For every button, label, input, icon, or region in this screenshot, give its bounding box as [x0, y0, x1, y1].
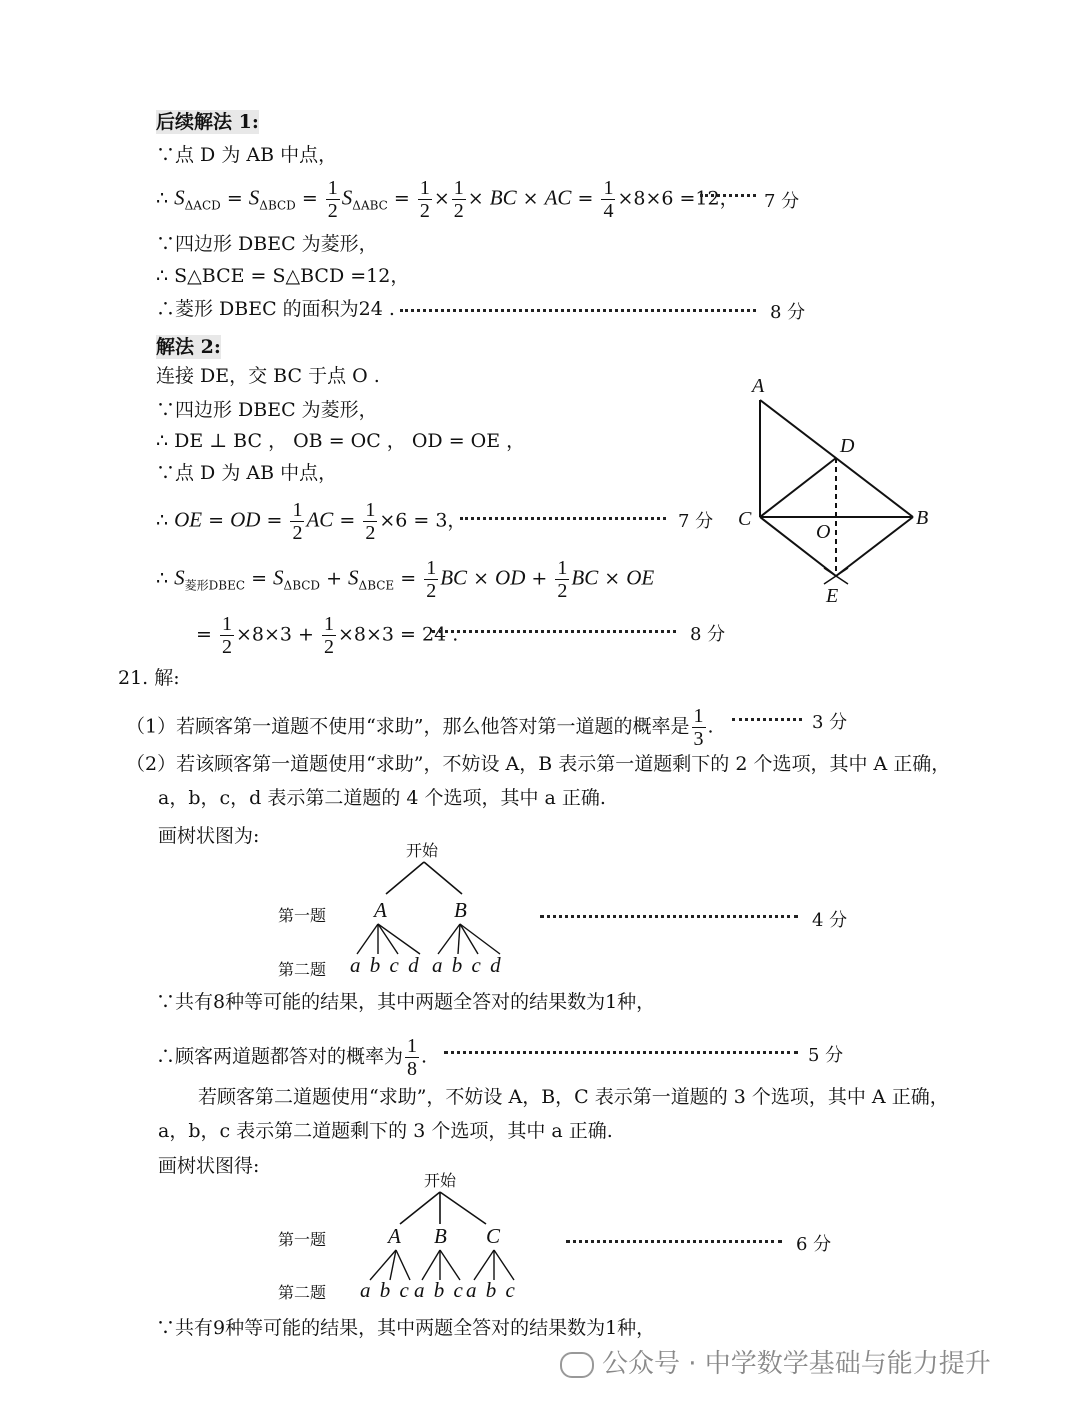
tree2-node-a: A	[388, 1224, 401, 1248]
segment-be	[836, 517, 913, 576]
score-8: 8 分	[770, 302, 806, 323]
tree1-level1-label: 第一题	[278, 906, 327, 925]
section1-area-tail: ×8×6 =12，	[617, 187, 739, 210]
tree1-caption: 画树状图为:	[158, 825, 260, 847]
tree2-node-c: C	[486, 1224, 501, 1248]
geometry-figure	[730, 370, 950, 610]
section2-line4: ∵点 D 为 AB 中点，	[156, 462, 338, 484]
section1-line4: ∴ S△BCE = S△BCD =12，	[156, 265, 410, 287]
tree2-caption: 画树状图得:	[158, 1155, 260, 1177]
dotted-leader	[700, 194, 756, 197]
dotted-leader	[400, 309, 756, 312]
tree1-node-b: B	[454, 898, 467, 922]
tree2-level1-label: 第一题	[278, 1230, 327, 1249]
label-a: A	[752, 375, 765, 397]
dotted-leader	[460, 517, 666, 520]
dotted-leader	[732, 718, 802, 721]
tree1-root: 开始	[406, 841, 439, 860]
score-3: 3 分	[812, 712, 848, 733]
tree1-node-a: A	[374, 898, 387, 922]
section2-heading: 解法 2:	[156, 336, 221, 358]
dotted-leader	[444, 1051, 798, 1054]
score-4: 4 分	[812, 910, 848, 931]
label-e: E	[826, 585, 839, 607]
watermark-text: 公众号 · 中学数学基础与能力提升	[602, 1349, 991, 1379]
segment-cd	[760, 458, 836, 517]
section1-line5: ∴菱形 DBEC 的面积为24 .	[156, 298, 395, 320]
section2-line2: ∵四边形 DBEC 为菱形，	[156, 399, 378, 421]
wechat-icon	[560, 1352, 594, 1378]
score-7: 7 分	[764, 191, 800, 212]
section2-oe-equation: ∴ OE = OD = $\frac{1}{2}$ AC = $\frac{1}{2}$ ×6 = 3，	[156, 499, 467, 544]
section1-heading: 后续解法 1:	[156, 111, 259, 133]
section2-area-result: = $\frac{1}{2}$ ×8×3 + $\frac{1}{2}$ ×8×3 = 24 .	[196, 613, 459, 658]
label-d: D	[840, 435, 855, 457]
tree2-leaves-b: a b c	[414, 1278, 465, 1302]
label-o: O	[816, 521, 831, 543]
q21-part2-line1: （2）若该顾客第一道题使用“求助”，不妨设 A，B 表示第一道题剩下的 2 个选项，其中 A 正确，	[126, 753, 951, 775]
label-c: C	[738, 508, 752, 530]
tree2-level2-label: 第二题	[278, 1283, 327, 1302]
section2-line3: ∴ DE ⊥ BC ， OB = OC ， OD = OE ，	[156, 430, 526, 452]
q21-title: 21. 解:	[118, 667, 180, 689]
tree1-level2-label: 第二题	[278, 960, 327, 979]
label-b: B	[916, 507, 929, 529]
q21-part1-text: （1）若顾客第一道题不使用“求助”，那么他答对第一道题的概率是	[126, 715, 690, 738]
tree1-leaves-a: a b c d	[350, 953, 421, 977]
tree2-leaves-c: a b c	[466, 1278, 517, 1302]
q21-part1: （1）若顾客第一道题不使用“求助”，那么他答对第一道题的概率是 $\frac{1}{3}$ .	[126, 705, 714, 750]
score-8b: 8 分	[690, 624, 726, 645]
q21-result1: ∵共有8种等可能的结果，其中两题全答对的结果数为1种，	[156, 991, 656, 1013]
section2-line1: 连接 DE，交 BC 于点 O .	[156, 365, 380, 387]
tree1-branches	[340, 858, 520, 958]
score-5: 5 分	[808, 1045, 844, 1066]
section1-line1: ∵点 D 为 AB 中点，	[156, 144, 338, 166]
section1-line3: ∵四边形 DBEC 为菱形，	[156, 233, 378, 255]
tree2-root: 开始	[424, 1171, 457, 1190]
q21-result2: ∵共有9种等可能的结果，其中两题全答对的结果数为1种，	[156, 1317, 656, 1339]
watermark	[560, 1343, 991, 1380]
q21-prob1: ∴顾客两道题都答对的概率为 $\frac{1}{8}$ .	[156, 1035, 428, 1080]
q21-part3-line1: 若顾客第二道题使用“求助”，不妨设 A，B，C 表示第一道题的 3 个选项，其中 A 正确，	[198, 1086, 949, 1108]
section1-area-equation: ∴ $S_{\Delta ACD} = S_{\Delta BCD}$ = $\frac{1}{2}$ $S_{\Delta ABC}$ = $\frac{1}{2}$ × $\frac{1}{2}$ × BC × AC = $\frac{1}{4}$ ×8×6 =12，	[156, 177, 739, 222]
score-6: 6 分	[796, 1234, 832, 1255]
q21-prob1-text: ∴顾客两道题都答对的概率为	[156, 1045, 404, 1068]
section2-area-equation: ∴ $S_{菱形DBEC} = S_{\Delta BCD} + S_{\Delta BCE}$ = $\frac{1}{2}$ BC × OD + $\frac{1}{2}$ BC × OE	[156, 557, 655, 602]
score-7b: 7 分	[678, 511, 714, 532]
tree2-leaves-a: a b c	[360, 1278, 411, 1302]
q21-part2-line2: a，b，c，d 表示第二道题的 4 个选项，其中 a 正确.	[158, 787, 606, 809]
dotted-leader	[432, 630, 676, 633]
dotted-leader	[540, 915, 798, 918]
tree1-leaves-b: a b c d	[432, 953, 503, 977]
tree2-node-b: B	[434, 1224, 447, 1248]
q21-part3-line2: a，b，c 表示第二道题剩下的 3 个选项，其中 a 正确.	[158, 1120, 613, 1142]
dotted-leader	[566, 1240, 782, 1243]
